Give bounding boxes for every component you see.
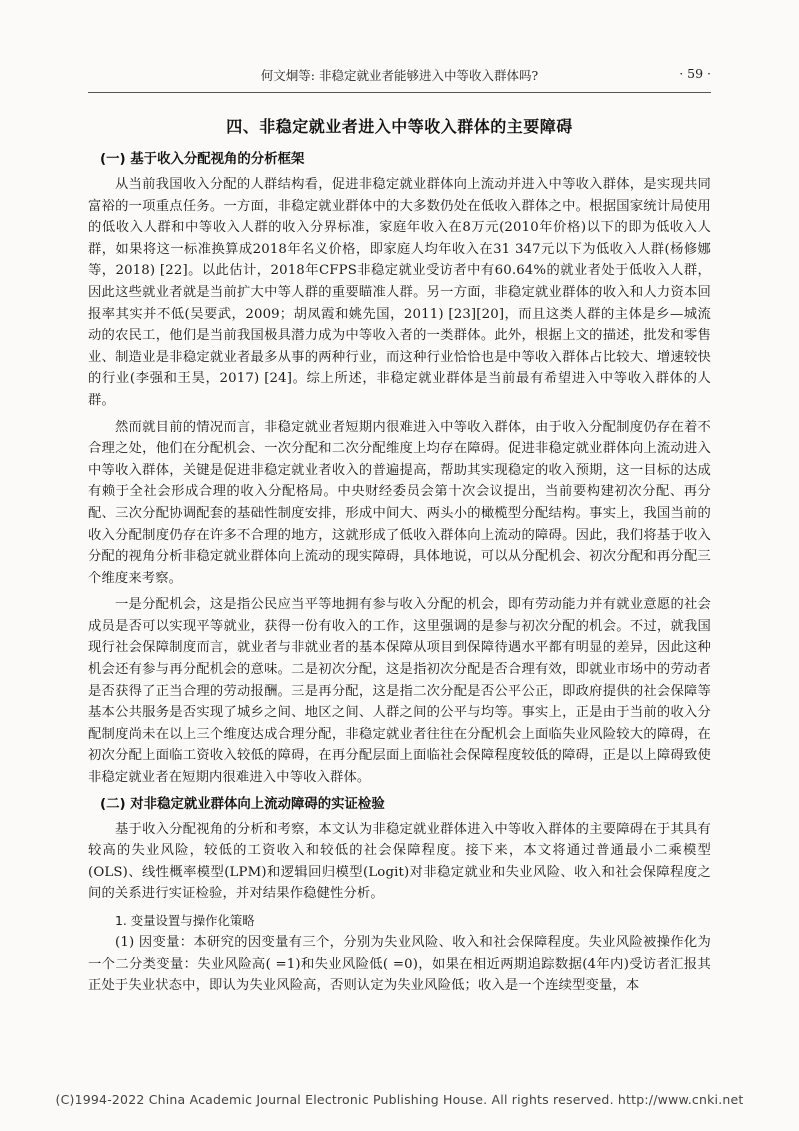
- paragraph: 然而就目前的情况而言，非稳定就业者短期内很难进入中等收入群体，由于收入分配制度仍存在着不合理之处，他们在分配机会、一次分配和二次分配维度上均存在障碍。促进非稳定就业群体向上流动进入中等收入群体，关键是促进非稳定就业者收入的普遍提高，帮助其实现稳定的收入预期，这一目标的达成有赖于全社会形成合理的收入分配格局。中央财经委员会第十次会议提出，当前要构建初次分配、再分配、三次分配协调配套的基础性制度安排，形成中间大、两头小的橄榄型分配结构。事实上，我国当前的收入分配制度仍存在许多不合理的地方，这就形成了低收入群体向上流动的障碍。因此，我们将基于收入分配的视角分析非稳定就业群体向上流动的现实障碍，具体地说，可以从分配机会、初次分配和再分配三个维度来考察。: [88, 419, 711, 586]
- header-rule: [88, 92, 711, 93]
- subsection-heading-2: (二) 对非稳定就业群体向上流动障碍的实证检验: [100, 796, 385, 812]
- paragraph: 从当前我国收入分配的人群结构看，促进非稳定就业群体向上流动并进入中等收入群体，是实现共同富裕的一项重点任务。一方面，非稳定就业群体中的大多数仍处在低收入群体之中。根据国家统计局使用的低收入人群和中等收入人群的收入分界标准，家庭年收入在8万元(2010年价格)以下的即为低收入人群，如果将这一标准换算成2018年名义价格，即家庭人均年收入在31 347元以下为低收入人群(杨修娜等，2018) [22]。以此估计，2018年CFPS非稳定就业受访者中有60.64%的就业者处于低收入人群，因此这些就业者就是当前扩大中等人群的重要瞄准人群。另一方面，非稳定就业群体的收入和人力资本回报率其实并不低(吴要武，2009；胡凤霞和姚先国，2011) [23][20]，而且这类人群的主体是乡—城流动的农民工，他们是当前我国极具潜力成为中等收入者的一类群体。此外，根据上文的描述，批发和零售业、制造业是非稳定就业者最多从事的两种行业，而这种行业恰恰也是中等收入群体占比较大、增速较快的行业(李强和王昊，2017) [24]。综上所述，非稳定就业群体是当前最有希望进入中等收入群体的人群。: [88, 177, 711, 408]
- paragraph: 基于收入分配视角的分析和考察，本文认为非稳定就业群体进入中等收入群体的主要障碍在于其具有较高的失业风险，较低的工资收入和较低的社会保障程度。接下来，本文将通过普通最小二乘模型(OLS)、线性概率模型(LPM)和逻辑回归模型(Logit)对非稳定就业和失业风险、收入和社会保障程度之间的关系进行实证检验，并对结果作稳健性分析。: [88, 821, 711, 902]
- paragraph: (1) 因变量：本研究的因变量有三个，分别为失业风险、收入和社会保障程度。失业风险被操作化为一个二分类变量：失业风险高( =1)和失业风险低( =0)，如果在相近两期追踪数据(4年内)受访者汇报其正处于失业状态中，即认为失业风险高，否则认定为失业风险低；收入是一个连续型变量，本: [88, 935, 711, 994]
- item-heading: 1. 变量设置与操作化策略: [115, 913, 255, 928]
- paragraph: 一是分配机会，这是指公民应当平等地拥有参与收入分配的机会，即有劳动能力并有就业意愿的社会成员是否可以实现平等就业，获得一份有收入的工作，这里强调的是参与初次分配的机会。不过，就我国现行社会保障制度而言，就业者与非就业者的基本保障从项目到保障待遇水平都有明显的差异，因此这种机会还有参与再分配机会的意味。二是初次分配，这是指初次分配是否合理有效，即就业市场中的劳动者是否获得了正当合理的劳动报酬。三是再分配，这是指二次分配是否公平公正，即政府提供的社会保障等基本公共服务是否实现了城乡之间、地区之间、人群之间的公平与均等。事实上，正是由于当前的收入分配制度尚未在以上三个维度达成合理分配，非稳定就业者往往在分配机会上面临失业风险较大的障碍，在初次分配上面临工资收入较低的障碍，在再分配层面上面临社会保障程度较低的障碍，正是以上障碍致使非稳定就业者在短期内很难进入中等收入群体。: [88, 597, 711, 786]
- running-header: [0, 66, 799, 86]
- article-body: [88, 149, 711, 1002]
- running-title: 何文炯等: 非稳定就业者能够进入中等收入群体吗?: [260, 68, 539, 83]
- subsection-heading-1: (一) 基于收入分配视角的分析框架: [100, 152, 305, 167]
- section-title: 四、非稳定就业者进入中等收入群体的主要障碍: [226, 117, 573, 136]
- page-number: · 59 ·: [679, 66, 711, 81]
- copyright-footer: (C)1994-2022 China Academic Journal Electronic Publishing House. All rights reserved. http://www.cnki.net: [55, 1092, 744, 1107]
